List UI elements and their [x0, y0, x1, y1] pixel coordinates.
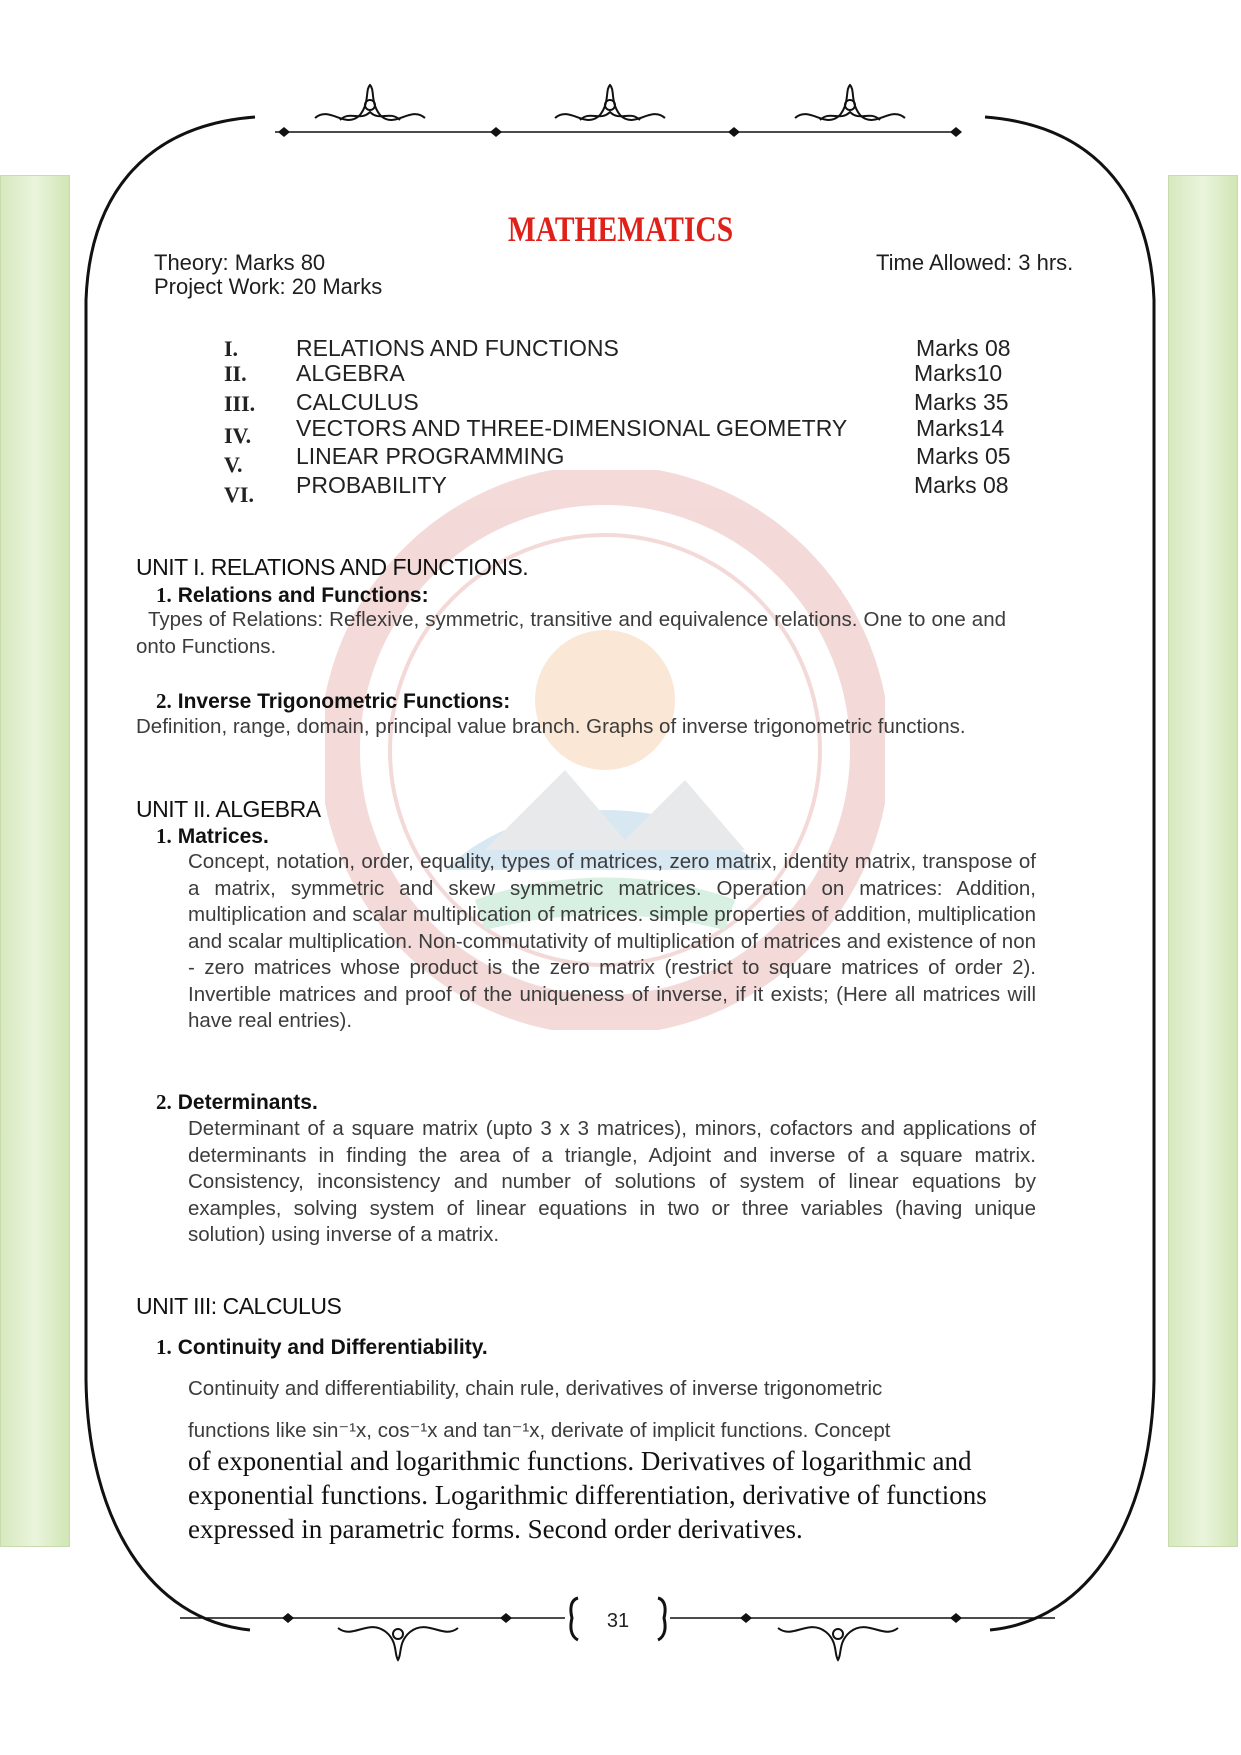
subsection-number: 1. [156, 583, 172, 607]
subsection-title [156, 824, 269, 849]
subsection-number: 1. [156, 824, 172, 848]
paragraph: Concept, notation, order, equality, types of matrices, zero matrix, identity matrix, transpose of a matrix, symmetric and skew symmetric matrices. Operation on matrices: Addition, multiplication and scalar multiplication of matrices. simple properties of addition, multiplication and scalar multiplication. Non-commutativity of multiplication of matrices and existence of non - zero matrices whose product is the zero matrix (restrict to square matrices of order 2). Invertible matrices and proof of the uniqueness of inverse, if it exists; (Here all matrices will have real entries). [188, 850, 1036, 1032]
toc-number: III. [224, 391, 256, 416]
subsection-title [156, 1335, 488, 1360]
project-work-marks: Project Work: 20 Marks [154, 274, 383, 299]
unit-heading: UNIT III: CALCULUS [136, 1293, 342, 1319]
top-ornament [275, 85, 960, 132]
subsection-label: Determinants. [177, 1091, 318, 1114]
subsection-number: 1. [156, 1335, 172, 1359]
toc-unit-name: VECTORS AND THREE-DIMENSIONAL GEOMETRY [296, 415, 848, 441]
subsection-number: 2. [156, 689, 172, 713]
toc-marks: Marks10 [914, 360, 1003, 386]
page-title: MATHEMATICS [507, 209, 734, 249]
subsection-number: 2. [156, 1090, 172, 1114]
toc-number: IV. [224, 423, 252, 448]
toc-marks: Marks 08 [914, 472, 1009, 498]
toc-unit-name: CALCULUS [296, 389, 419, 415]
toc-number: VI. [224, 482, 254, 507]
paragraph: Types of Relations: Reflexive, symmetric, transitive and equivalence relations. One to one and onto Functions. [136, 608, 1006, 658]
subsection-label: Relations and Functions: [177, 584, 429, 607]
subsection-title [156, 689, 510, 714]
toc-marks: Marks 05 [916, 443, 1011, 469]
toc-unit-name: ALGEBRA [296, 360, 405, 386]
toc-marks: Marks 35 [914, 389, 1009, 415]
subsection-title [156, 1090, 318, 1115]
paragraph: Definition, range, domain, principal value branch. Graphs of inverse trigonometric functions. [136, 715, 966, 738]
toc-marks: Marks14 [916, 415, 1005, 441]
toc-number: II. [224, 361, 247, 386]
toc-number: I. [224, 336, 239, 361]
theory-marks: Theory: Marks 80 [154, 250, 326, 275]
serif-paragraph: of exponential and logarithmic functions. Derivatives of logarithmic and exponential functions. Logarithmic differentiation, derivative of functions expressed in parametric forms. Second order derivatives. [188, 1446, 987, 1544]
unit-heading: UNIT I. RELATIONS AND FUNCTIONS. [136, 554, 529, 580]
subsection-label: Continuity and Differentiability. [177, 1336, 488, 1359]
toc-unit-name: PROBABILITY [296, 472, 447, 498]
paragraph-line: Continuity and differentiability, chain rule, derivatives of inverse trigonometric [188, 1377, 883, 1400]
subsection-title [156, 583, 429, 608]
toc-unit-name: LINEAR PROGRAMMING [296, 443, 565, 469]
toc-number: V. [224, 452, 243, 477]
toc-marks: Marks 08 [916, 335, 1011, 361]
toc-unit-name: RELATIONS AND FUNCTIONS [296, 335, 619, 361]
paragraph: Determinant of a square matrix (upto 3 x 3 matrices), minors, cofactors and applications of determinants in finding the area of a triangle, Adjoint and inverse of a square matrix. Consistency, inconsistency and number of solutions of system of linear equations by examples, solving system of linear equations in two or three variables (having unique solution) using inverse of a matrix. [188, 1117, 1036, 1246]
paragraph-line: functions like sin⁻¹x, cos⁻¹x and tan⁻¹x, derivate of implicit functions. Concept [188, 1419, 891, 1442]
unit-heading: UNIT II. ALGEBRA [136, 796, 321, 822]
time-allowed: Time Allowed: 3 hrs. [876, 250, 1074, 275]
subsection-label: Matrices. [177, 825, 269, 848]
page-number: 31 [606, 1610, 630, 1632]
subsection-label: Inverse Trigonometric Functions: [177, 690, 511, 713]
